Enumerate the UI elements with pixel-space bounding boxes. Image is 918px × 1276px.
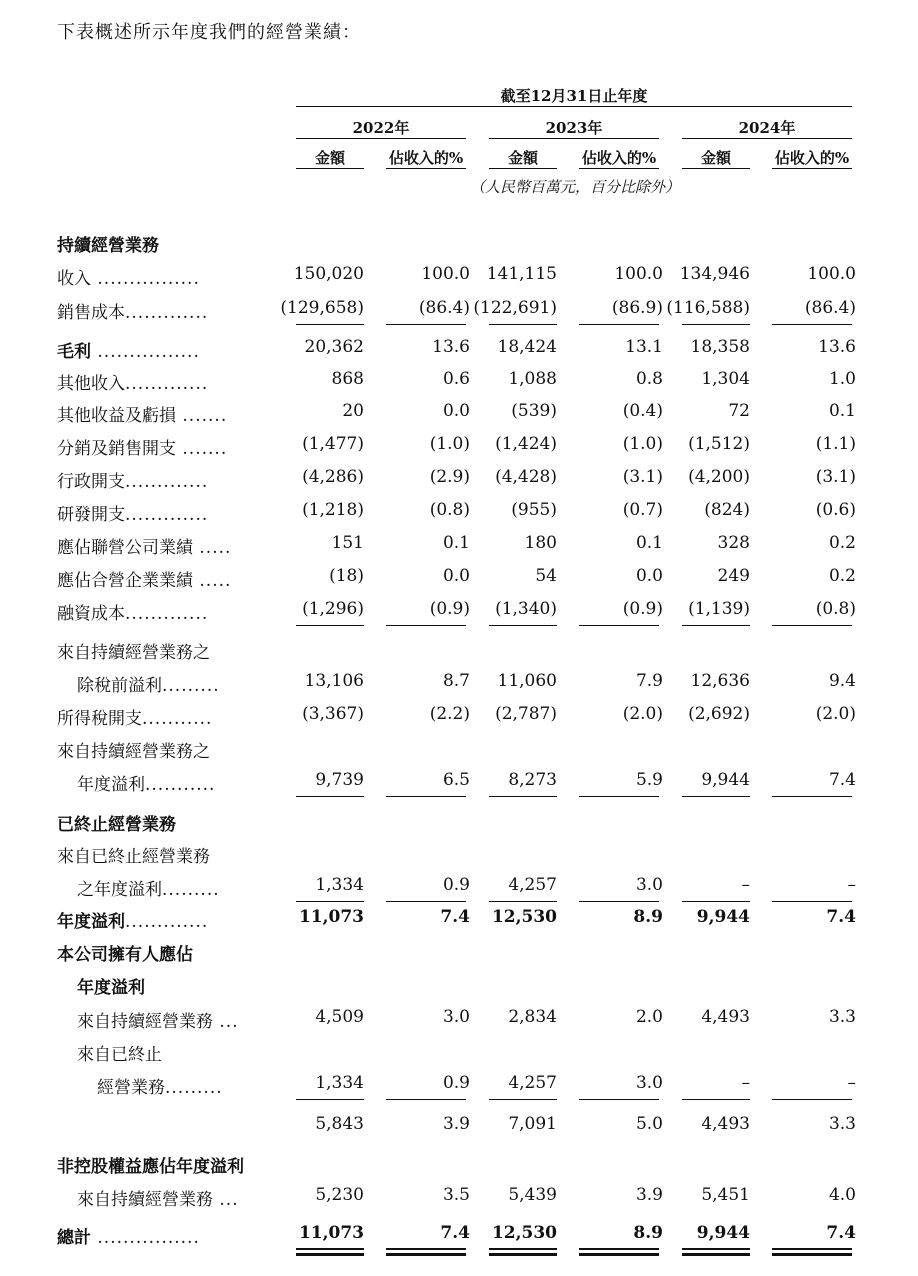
- amount-cell: (824): [704, 500, 750, 520]
- percent-cell: 0.1: [828, 401, 856, 421]
- percent-cell: (1.0): [429, 434, 470, 454]
- percent-cell: 0.8: [635, 369, 663, 389]
- dot-leader: ...........: [145, 775, 216, 795]
- amount-cell: 328: [717, 533, 750, 553]
- amount-cell: –: [741, 1073, 750, 1093]
- amount-cell: (18): [329, 566, 364, 586]
- percent-cell: (2.9): [429, 467, 470, 487]
- amount-cell: 20: [342, 401, 364, 421]
- subtotal-rule: [296, 625, 364, 626]
- subtotal-rule: [682, 625, 750, 626]
- dot-leader: ...: [213, 1012, 239, 1032]
- amount-cell: 2,834: [508, 1007, 557, 1027]
- amount-cell: 9,944: [696, 907, 750, 927]
- total-rule-thick: [489, 1253, 557, 1256]
- row-label: 分銷及銷售開支 .......: [57, 439, 228, 459]
- row-label: 行政開支.............: [57, 472, 209, 492]
- amount-cell: 134,946: [679, 264, 750, 284]
- dot-leader: .........: [162, 880, 220, 900]
- header-rule: [296, 106, 852, 107]
- table-row: [0, 973, 918, 1003]
- percent-cell: 3.0: [635, 875, 663, 895]
- percent-cell: 100.0: [614, 264, 663, 284]
- subtotal-rule: [682, 1099, 750, 1100]
- year-rule-2022: [296, 138, 466, 139]
- total-rule-thin: [579, 1248, 659, 1250]
- year-2022: 2022年: [352, 119, 410, 137]
- amount-cell: 54: [535, 566, 557, 586]
- table-row: [0, 940, 918, 970]
- total-rule-thick: [296, 1253, 364, 1256]
- amount-cell: 13,106: [304, 671, 364, 691]
- percent-cell: 0.9: [442, 875, 470, 895]
- subtotal-rule: [296, 796, 364, 797]
- subtotal-rule: [386, 625, 466, 626]
- row-label: 非控股權益應佔年度溢利: [57, 1157, 244, 1177]
- dot-leader: ...: [213, 1190, 239, 1210]
- amount-cell: 4,509: [315, 1007, 364, 1027]
- total-rule-thin: [296, 1248, 364, 1250]
- percent-cell: 0.6: [442, 369, 470, 389]
- dot-leader: ................: [91, 1228, 200, 1248]
- col-rule: [489, 168, 557, 169]
- dot-leader: .............: [125, 604, 209, 624]
- percent-cell: 3.5: [442, 1185, 470, 1205]
- subtotal-rule: [386, 796, 466, 797]
- row-label: 來自已終止經營業務: [57, 847, 210, 867]
- dot-leader: ................: [91, 342, 200, 362]
- amount-cell: 5,451: [701, 1185, 750, 1205]
- percent-cell: (86.4): [418, 298, 470, 318]
- dot-leader: .......: [176, 439, 228, 459]
- amount-cell: 5,230: [315, 1185, 364, 1205]
- percent-cell: (3.1): [815, 467, 856, 487]
- total-rule-thick: [386, 1253, 466, 1256]
- percent-cell: 7.4: [826, 1223, 856, 1243]
- table-row: [0, 434, 918, 464]
- amount-cell: (3,367): [302, 704, 364, 724]
- dot-leader: .............: [125, 303, 209, 323]
- row-label: 應佔合營企業業績 .....: [57, 571, 232, 591]
- percent-cell: 100.0: [807, 264, 856, 284]
- dot-leader: .....: [193, 538, 232, 558]
- subtotal-rule: [489, 1099, 557, 1100]
- row-label: 來自已終止: [77, 1045, 162, 1065]
- percent-cell: 0.9: [442, 1073, 470, 1093]
- subtotal-rule: [386, 901, 466, 902]
- table-row: [0, 1040, 918, 1070]
- amount-cell: 151: [331, 533, 364, 553]
- table-row: [0, 1152, 918, 1182]
- subtotal-rule: [296, 1099, 364, 1100]
- subtotal-rule: [682, 796, 750, 797]
- amount-cell: 8,273: [508, 770, 557, 790]
- table-row: [0, 907, 918, 937]
- col-amount-2023: 金額: [507, 149, 538, 167]
- subtotal-rule: [772, 625, 852, 626]
- total-rule-thin: [386, 1248, 466, 1250]
- amount-cell: 1,334: [315, 1073, 364, 1093]
- subtotal-rule: [296, 324, 364, 325]
- amount-cell: 20,362: [304, 337, 364, 357]
- amount-cell: (4,428): [495, 467, 557, 487]
- table-row: [0, 467, 918, 497]
- amount-cell: 9,944: [696, 1223, 750, 1243]
- percent-cell: 0.0: [442, 566, 470, 586]
- table-row: [0, 638, 918, 668]
- percent-cell: 0.1: [635, 533, 663, 553]
- subtotal-rule: [772, 796, 852, 797]
- row-label: 來自持續經營業務之: [57, 643, 210, 663]
- total-rule-thin: [682, 1248, 750, 1250]
- table-row: [0, 231, 918, 261]
- dot-leader: .............: [125, 374, 209, 394]
- percent-cell: 7.4: [826, 907, 856, 927]
- subtotal-rule: [489, 625, 557, 626]
- subtotal-rule: [682, 324, 750, 325]
- col-rule: [386, 168, 466, 169]
- row-label: 其他收入.............: [57, 374, 209, 394]
- row-label: 應佔聯營公司業績 .....: [57, 538, 232, 558]
- table-row: [0, 810, 918, 840]
- row-label: 年度溢利.............: [57, 912, 209, 932]
- percent-cell: 7.9: [635, 671, 663, 691]
- row-label: 毛利 ................: [57, 342, 200, 362]
- percent-cell: (0.4): [622, 401, 663, 421]
- percent-cell: 5.9: [635, 770, 663, 790]
- amount-cell: 249: [717, 566, 750, 586]
- amount-cell: 18,358: [690, 337, 750, 357]
- percent-cell: 13.1: [625, 337, 663, 357]
- row-label: 已終止經營業務: [57, 815, 176, 835]
- percent-cell: 9.4: [828, 671, 856, 691]
- dot-leader: .......: [176, 406, 228, 426]
- amount-cell: 11,073: [298, 907, 364, 927]
- dot-leader: .........: [165, 1078, 223, 1098]
- amount-cell: 4,257: [508, 875, 557, 895]
- subtotal-rule: [579, 1099, 659, 1100]
- amount-cell: (2,787): [495, 704, 557, 724]
- amount-cell: 868: [331, 369, 364, 389]
- amount-cell: (1,139): [688, 599, 750, 619]
- row-label: 年度溢利: [77, 978, 145, 998]
- table-row: [0, 533, 918, 563]
- amount-cell: 72: [728, 401, 750, 421]
- percent-cell: 3.9: [442, 1114, 470, 1134]
- subtotal-rule: [682, 901, 750, 902]
- col-pct-2024: 佔收入的%: [774, 149, 850, 167]
- amount-cell: 1,304: [701, 369, 750, 389]
- amount-cell: (116,588): [666, 298, 750, 318]
- dot-leader: ................: [91, 269, 200, 289]
- amount-cell: (129,658): [280, 298, 364, 318]
- percent-cell: 8.9: [633, 907, 663, 927]
- table-row: [0, 566, 918, 596]
- col-rule: [579, 168, 659, 169]
- subtotal-rule: [489, 901, 557, 902]
- percent-cell: (0.8): [815, 599, 856, 619]
- percent-cell: (0.7): [622, 500, 663, 520]
- percent-cell: 8.7: [442, 671, 470, 691]
- col-amount-2024: 金額: [700, 149, 731, 167]
- percent-cell: (86.4): [804, 298, 856, 318]
- amount-cell: 9,944: [701, 770, 750, 790]
- percent-cell: (0.8): [429, 500, 470, 520]
- subtotal-rule: [579, 625, 659, 626]
- unit-note: （人民幣百萬元，百分比除外）: [469, 178, 680, 196]
- percent-cell: 7.4: [440, 1223, 470, 1243]
- total-rule-thick: [579, 1253, 659, 1256]
- amount-cell: 5,843: [315, 1114, 364, 1134]
- percent-cell: 0.0: [635, 566, 663, 586]
- col-pct-2022: 佔收入的%: [388, 149, 464, 167]
- row-label: 收入 ................: [57, 269, 200, 289]
- row-label: 所得稅開支...........: [57, 709, 213, 729]
- amount-cell: 12,636: [690, 671, 750, 691]
- amount-cell: (1,512): [688, 434, 750, 454]
- percent-cell: 3.0: [635, 1073, 663, 1093]
- percent-cell: 1.0: [828, 369, 856, 389]
- amount-cell: 1,088: [508, 369, 557, 389]
- amount-cell: 1,334: [315, 875, 364, 895]
- year-2024: 2024年: [738, 119, 796, 137]
- amount-cell: 7,091: [508, 1114, 557, 1134]
- row-label: 研發開支.............: [57, 505, 209, 525]
- table-row: [0, 704, 918, 734]
- table-row: [0, 264, 918, 294]
- subtotal-rule: [579, 324, 659, 325]
- row-label: 本公司擁有人應佔: [57, 945, 193, 965]
- total-rule-thin: [489, 1248, 557, 1250]
- subtotal-rule: [579, 796, 659, 797]
- row-label: 總計 ................: [57, 1228, 200, 1248]
- year-rule-2024: [682, 138, 852, 139]
- dot-leader: .............: [125, 505, 209, 525]
- table-row: [0, 737, 918, 767]
- table-row: [0, 337, 918, 367]
- amount-cell: (1,477): [302, 434, 364, 454]
- amount-cell: –: [741, 875, 750, 895]
- table-row: [0, 500, 918, 530]
- percent-cell: 7.4: [440, 907, 470, 927]
- percent-cell: 0.2: [828, 533, 856, 553]
- subtotal-rule: [386, 324, 466, 325]
- amount-cell: 4,493: [701, 1007, 750, 1027]
- amount-cell: 18,424: [497, 337, 557, 357]
- amount-cell: (539): [511, 401, 557, 421]
- table-row: [0, 1185, 918, 1215]
- row-label: 之年度溢利.........: [77, 880, 220, 900]
- amount-cell: (1,340): [495, 599, 557, 619]
- year-rule-2023: [489, 138, 659, 139]
- percent-cell: 3.9: [635, 1185, 663, 1205]
- col-amount-2022: 金額: [314, 149, 345, 167]
- total-rule-thick: [772, 1253, 852, 1256]
- percent-cell: 7.4: [828, 770, 856, 790]
- subtotal-rule: [579, 901, 659, 902]
- percent-cell: 8.9: [633, 1223, 663, 1243]
- subtotal-rule: [296, 901, 364, 902]
- amount-cell: (955): [511, 500, 557, 520]
- percent-cell: 3.3: [828, 1007, 856, 1027]
- percent-cell: 100.0: [421, 264, 470, 284]
- percent-cell: (1.1): [815, 434, 856, 454]
- table-row: [0, 671, 918, 701]
- table-row: [0, 1114, 918, 1144]
- amount-cell: 141,115: [486, 264, 557, 284]
- subtotal-rule: [772, 324, 852, 325]
- amount-cell: 5,439: [508, 1185, 557, 1205]
- percent-cell: 3.0: [442, 1007, 470, 1027]
- amount-cell: 12,530: [491, 907, 557, 927]
- row-label: 經營業務.........: [97, 1078, 223, 1098]
- subtotal-rule: [489, 324, 557, 325]
- percent-cell: 13.6: [432, 337, 470, 357]
- percent-cell: 0.1: [442, 533, 470, 553]
- amount-cell: (1,296): [302, 599, 364, 619]
- dot-leader: .....: [193, 571, 232, 591]
- amount-cell: (4,200): [688, 467, 750, 487]
- amount-cell: 12,530: [491, 1223, 557, 1243]
- amount-cell: (1,424): [495, 434, 557, 454]
- amount-cell: 11,073: [298, 1223, 364, 1243]
- percent-cell: (86.9): [611, 298, 663, 318]
- amount-cell: (122,691): [473, 298, 557, 318]
- percent-cell: (2.2): [429, 704, 470, 724]
- percent-cell: 4.0: [828, 1185, 856, 1205]
- dot-leader: ...........: [142, 709, 213, 729]
- percent-cell: (0.9): [429, 599, 470, 619]
- percent-cell: (0.6): [815, 500, 856, 520]
- amount-cell: 9,739: [315, 770, 364, 790]
- amount-cell: 180: [524, 533, 557, 553]
- percent-cell: (1.0): [622, 434, 663, 454]
- amount-cell: 11,060: [497, 671, 557, 691]
- dot-leader: .............: [125, 472, 209, 492]
- amount-cell: (4,286): [302, 467, 364, 487]
- subtotal-rule: [772, 901, 852, 902]
- subtotal-rule: [386, 1099, 466, 1100]
- table-row: [0, 369, 918, 399]
- percent-cell: (2.0): [815, 704, 856, 724]
- row-label: 年度溢利...........: [77, 775, 216, 795]
- row-label: 除稅前溢利.........: [77, 676, 220, 696]
- col-rule: [682, 168, 750, 169]
- percent-cell: 2.0: [635, 1007, 663, 1027]
- percent-cell: 5.0: [635, 1114, 663, 1134]
- percent-cell: 0.2: [828, 566, 856, 586]
- year-2023: 2023年: [545, 119, 603, 137]
- subtotal-rule: [489, 796, 557, 797]
- percent-cell: 0.0: [442, 401, 470, 421]
- intro-text: 下表概述所示年度我們的經營業績：: [57, 22, 361, 43]
- table-row: [0, 842, 918, 872]
- subtotal-rule: [772, 1099, 852, 1100]
- period-header: 截至12月31日止年度: [500, 87, 648, 105]
- table-row: [0, 1007, 918, 1037]
- amount-cell: (2,692): [688, 704, 750, 724]
- row-label: 持續經營業務: [57, 236, 159, 256]
- percent-cell: –: [847, 1073, 856, 1093]
- percent-cell: –: [847, 875, 856, 895]
- row-label: 來自持續經營業務 ...: [77, 1190, 239, 1210]
- percent-cell: 13.6: [818, 337, 856, 357]
- total-rule-thin: [772, 1248, 852, 1250]
- amount-cell: 4,257: [508, 1073, 557, 1093]
- percent-cell: (0.9): [622, 599, 663, 619]
- table-row: [0, 401, 918, 431]
- percent-cell: (3.1): [622, 467, 663, 487]
- dot-leader: .........: [162, 676, 220, 696]
- row-label: 來自持續經營業務之: [57, 742, 210, 762]
- dot-leader: .............: [125, 912, 209, 932]
- amount-cell: (1,218): [302, 500, 364, 520]
- col-rule: [296, 168, 364, 169]
- percent-cell: 6.5: [442, 770, 470, 790]
- col-rule: [772, 168, 852, 169]
- amount-cell: 4,493: [701, 1114, 750, 1134]
- total-rule-thick: [682, 1253, 750, 1256]
- percent-cell: 3.3: [828, 1114, 856, 1134]
- row-label: 融資成本.............: [57, 604, 209, 624]
- percent-cell: (2.0): [622, 704, 663, 724]
- row-label: 其他收益及虧損 .......: [57, 406, 228, 426]
- row-label: 銷售成本.............: [57, 303, 209, 323]
- col-pct-2023: 佔收入的%: [581, 149, 657, 167]
- amount-cell: 150,020: [293, 264, 364, 284]
- row-label: 來自持續經營業務 ...: [77, 1012, 239, 1032]
